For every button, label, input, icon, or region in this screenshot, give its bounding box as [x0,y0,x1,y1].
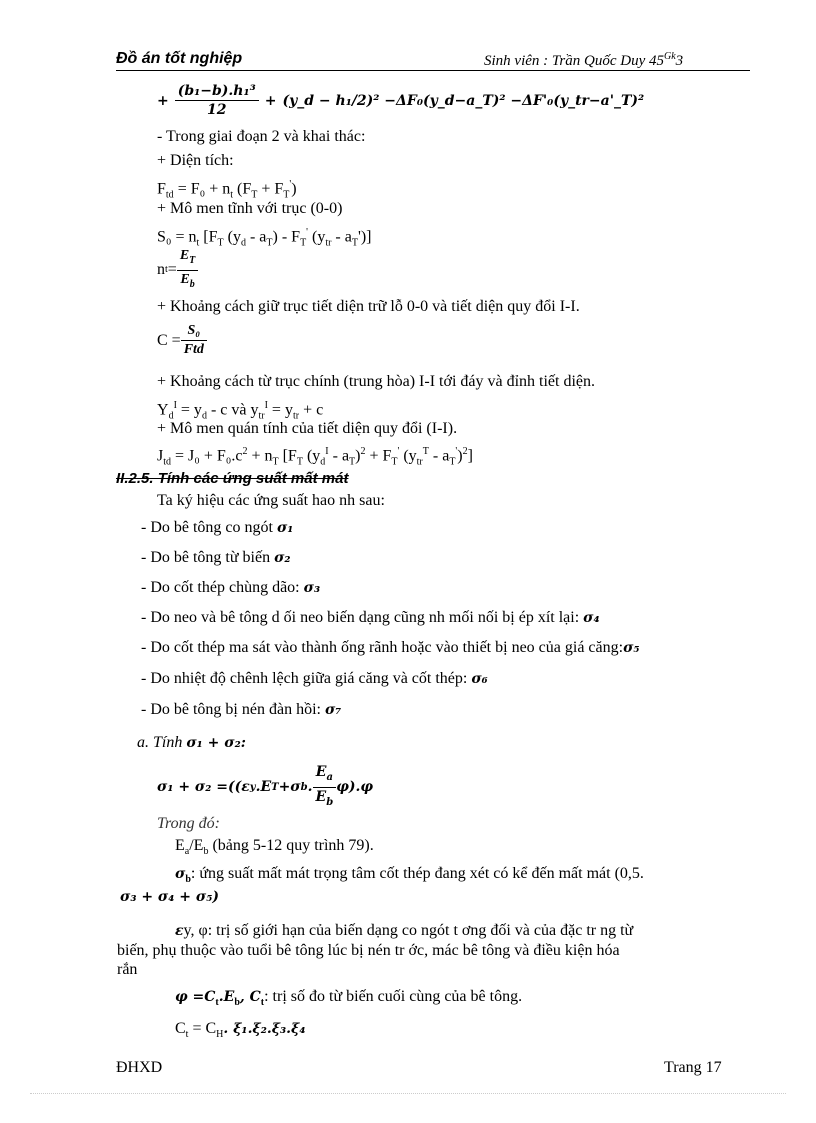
nt-formula [157,247,198,294]
formula-fraction [175,82,259,119]
jtd-i: (y [399,447,417,465]
eq-mid2: .E [255,779,272,796]
ftd-rhs4: ) [291,180,297,198]
header-rule [116,70,750,71]
sigb-cont: σ₃ + σ₄ + σ₅) [120,889,219,905]
c-lhs: C = [157,331,181,349]
ftd-sub-t: t [230,189,233,201]
loss-item [141,608,600,628]
loss-text: - Do bê tông từ biến [141,549,271,566]
inertia-title: + Mô men quán tính của tiết diện quy đổi (I-I). [157,420,458,437]
s0-sub-tr: tr [325,237,332,249]
formula-mid: + [264,92,277,109]
loss-item [141,518,293,538]
footer-left: ĐHXD [116,1059,163,1076]
ct-line: $C_t = C_H$. ξ₁.ξ₂.ξ₃.ξ₄ [175,1020,306,1041]
phi-sym: φ =C [175,989,216,1005]
loss-text: - Do nhiệt độ chênh lệch giữa giá căng và cốt thép: [141,670,468,687]
s0-sub-T4: T [351,237,358,249]
jtd-h: + F [365,447,392,465]
dist-title: + Khoảng cách giữ trục tiết diện trữ lỗ 0-0 và tiết diện quy đổi I-I. [157,298,580,315]
section-intro: Ta ký hiệu các ứng suất hao nh sau: [157,492,385,509]
s0-sub-T3: T [300,237,307,249]
eq-mid3: +σ [278,779,301,796]
loss-item [141,638,640,658]
ea-text: (bảng 5-12 quy trình 79). [208,837,374,854]
s0-b: [F [199,228,218,246]
formula-paren: (y_d − h₁/2)² −ΔF₀(y_d−a_T)² −ΔF'₀(y_tr−a'_T)² [282,92,645,109]
loss-sym: σ₁ [276,520,294,536]
eps-line3: rắn [117,961,138,978]
s0-g: - a [331,228,352,246]
loss-item [141,578,320,598]
loss-text: - Do neo và bê tông d ối neo biến dạng cũng nh mối nối bị ép xít lại: [141,609,580,626]
loss-sym: σ₆ [471,671,488,687]
eq-frac-num-e: E [315,764,327,780]
ftd-sub: td [165,189,174,201]
loss-sym: σ₅ [623,640,640,656]
jtd-c: + n [247,447,273,465]
s0-e: ) - F [272,228,301,246]
ea-e: E [175,837,185,854]
stage2-line: - Trong giai đoạn 2 và khai thác: [157,128,366,145]
eps-text: y, φ: trị số giới hạn của biến dạng co ngót t ơng đối và của đặc tr ng từ [183,922,634,939]
c-num: S₀ [181,322,207,341]
eq-fraction [313,763,337,812]
nt-sub: t [165,264,168,276]
s0-sub-t: t [196,237,200,249]
phi-sym3: , C [239,989,261,1005]
sub-a-heading [137,733,246,753]
yd-c: - c và y [206,401,259,419]
s0-prime: ' [306,227,308,238]
yd-formula: $Y_d^I = y_d - c$ và $y_{tr}^I = y_{tr} + c$ [157,400,324,422]
header-tail: 3 [675,53,684,69]
jtd-b: = J₀ + F₀.c [171,447,243,465]
c-formula [157,322,207,359]
s0-d: - a [245,228,267,246]
loss-text: - Do cốt thép chùng dão: [141,579,300,596]
loss-sym: σ₇ [324,702,342,718]
loss-sym: σ₃ [303,580,321,596]
loss-text: - Do cốt thép ma sát vào thành ống rãnh hoặc vào thiết bị neo của giá căng: [141,639,624,656]
nt-den: $E_b$ [180,271,195,290]
sigb-sym: σ [175,866,186,882]
ct-c: . ξ₁.ξ₂.ξ₃.ξ₄ [223,1021,306,1037]
yd-d: = y [267,401,293,419]
loss-item [141,548,291,568]
phi-sym2: .E [218,989,235,1005]
eq-frac-den-e: E [315,788,327,805]
yd-e: + c [299,401,324,419]
s0-sub-T: T [217,237,224,249]
formula-top [157,82,644,119]
sub-a-sym: σ₁ + σ₂: [186,735,246,751]
sub-a-label: a. Tính [137,734,183,751]
formula-den: 12 [207,102,227,118]
c-den: Ftd [183,342,204,357]
loss-text: - Do bê tông bị nén đàn hồi: [141,701,321,718]
ct-b: = C [188,1020,217,1037]
ftd-sub-T: T [251,189,258,201]
s0-sub-T2: T [266,237,273,249]
formula-plus: + [157,92,169,109]
ea-slash: /E [189,837,204,854]
jtd-j: - a [428,447,450,465]
loss-item [141,700,341,720]
jtd-g: ) [355,447,361,465]
nt-num-e: E [179,248,190,263]
phi-text: : trị số đo từ biến cuối cùng của bê tông. [264,988,523,1005]
eq-frac-num: $E_a$ [313,763,337,788]
jtd-e: (y [302,447,321,465]
sigb-text: : ứng suất mất mát trọng tâm cốt thép đang xét có kể đến mất mát (0,5. [190,865,644,882]
jtd-a: J [157,447,164,465]
loss-text: - Do bê tông co ngót [141,519,273,536]
where-label: Trong đó: [157,815,220,832]
loss-item [141,669,488,689]
footer-rule [30,1093,786,1094]
loss-sym: σ₂ [274,550,291,566]
s0-c: (y [223,228,241,246]
yd-b: = y [176,401,202,419]
ea-eb-line: $E_a/E_b$ (bảng 5-12 quy trình 79). [175,837,374,858]
main-equation: σ₁ + σ₂ =( (ε y .E T +σ b . $\frac{E_a}{E_b}$ φ).φ [157,763,373,812]
formula-num: (b₁−b).h₁³ [175,82,259,101]
jtd-f: - a [328,447,350,465]
yd-a: Y [157,401,169,419]
ftd-prime: ' [289,179,292,190]
sigb-line: $\sigma_b$: ứng suất mất mát trọng tâm cốt thép đang xét có kể đến mất mát (0,5. [175,865,644,886]
loss-sym: σ₄ [583,610,600,626]
s0-f: (y [307,228,326,246]
phi-line: $\varphi =C_t.E_b$, $C_t$: trị số đo từ biến cuối cùng của bê tông. [175,988,523,1009]
eps-line [175,921,633,941]
jtd-d: [F [278,447,297,465]
header-student-name: Sinh viên : Trần Quốc Duy 45 [484,53,664,69]
section-heading: II.2.5. Tính các ứng suất mất mát [116,470,349,487]
ftd-sub-T2: T [283,189,290,201]
ct-a: C [175,1020,186,1037]
static-moment-title: + Mô men tĩnh với trục (0-0) [157,200,343,217]
nt-num: $E_T$ [177,247,198,271]
nt-lhs: n [157,261,165,279]
nt-eq: = [167,261,177,279]
area-title: + Diện tích: [157,152,234,169]
eq-tail: φ).φ [336,779,374,796]
footer-page: Trang 17 [664,1059,722,1076]
eps-line2: biến, phụ thuộc vào tuổi bê tông lúc bị nén tr ớc, mác bê tông và điều kiện hóa [117,942,620,959]
s0-sub-d: d [240,237,246,249]
s0-h: ')] [357,228,372,246]
eps-sym: ε [175,923,184,939]
nt-fraction [177,247,198,294]
ftd-rhs2: (F [233,180,252,198]
jtd-formula: $J_{td} = J_0 + F_0.c^2 + n_T$ [$F_T$ $(y_d^I - a_T)^2 + F_T'$ $(y_{tr}^T - a_T')^2$] [157,446,473,468]
header-sup: Gk [663,51,676,62]
dist2-title: + Khoảng cách từ trục chính (trung hòa) I-I tới đáy và đỉnh tiết diện. [157,373,596,390]
ftd-lhs: F [157,180,166,198]
c-fraction [181,322,207,359]
jtd-l: ] [467,447,473,465]
eq-lhs: σ₁ + σ₂ =( [157,779,235,796]
eq-mid: (ε [234,779,250,796]
nt-den-e: E [180,271,190,287]
s0-a: S₀ = n [157,228,197,246]
jtd-k: ) [457,447,463,465]
eq-frac-den: $E_b$ [315,788,334,808]
header-title: Đồ án tốt nghiệp [116,50,243,67]
eq-mid4: . [307,779,313,796]
header-student [484,51,683,70]
ftd-rhs3: + F [257,180,284,198]
ftd-rhs: = F₀ + n [173,180,231,198]
